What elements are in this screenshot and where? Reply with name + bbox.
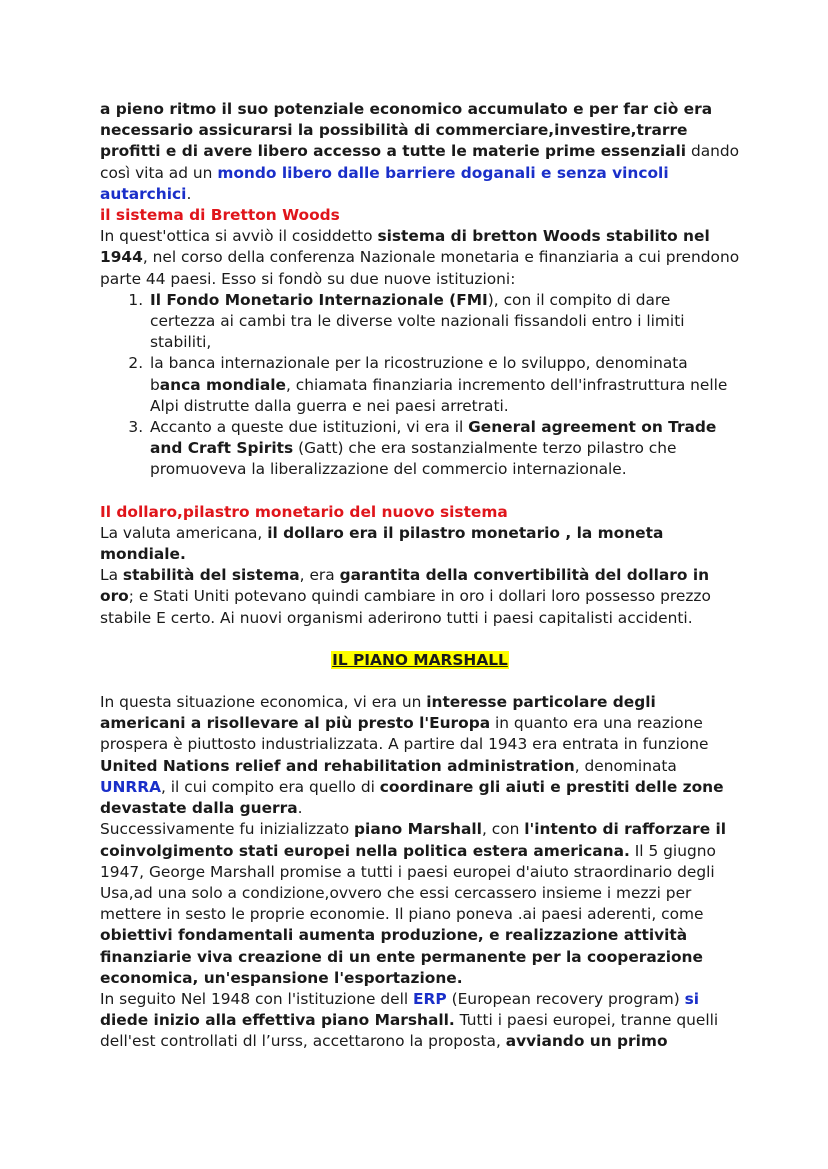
text-run: .: [186, 184, 192, 203]
text-run: In quest'ottica si avviò il cosiddetto: [100, 227, 378, 246]
text-run: coordinare gli aiuti e prestiti delle zone devastate dalla guerra: [100, 777, 724, 818]
text-run: In questa situazione economica, vi era un: [100, 693, 427, 712]
text-run: Successivamente fu inizializzato: [100, 820, 355, 839]
text-run: (European recovery program): [446, 989, 685, 1008]
list-item-fmi: [148, 290, 740, 354]
text-run: piano Marshall: [354, 820, 482, 839]
text-run: , chiamata finanziaria incremento dell'infrastruttura nelle Alpi distrutte dalla guerra e nei paesi arretrati.: [150, 375, 728, 415]
list-item-gatt: [148, 417, 740, 481]
text-run: interesse particolare degli americani a risollevare al più presto l'Europa: [100, 693, 656, 733]
text-run: in quanto era una reazione prospera è piuttosto industrializzata. A partire dal 1943 era entrata in funzione: [100, 714, 709, 754]
text-run: , era: [299, 566, 340, 585]
spacer: [100, 629, 740, 650]
list-item-banca-mondiale: [148, 353, 740, 417]
text-run: la banca internazionale per la ricostruzione e lo sviluppo, denominata b: [150, 354, 688, 394]
institutions-list: [100, 290, 740, 481]
text-run: il dollaro era il pilastro monetario , la moneta mondiale.: [100, 523, 664, 564]
text-run: UNRRA: [100, 777, 161, 796]
heading-bretton-woods: il sistema di Bretton Woods: [100, 206, 340, 225]
text-run: si: [684, 989, 700, 1008]
heading-piano-marshall-wrapper: [100, 650, 740, 671]
text-run: , il cui compito era quello di: [161, 777, 380, 796]
text-run: .: [297, 799, 303, 818]
text-run: Tutti i paesi europei, tranne quelli dell'est controllati dl l’urss, accettarono la proposta,: [100, 1011, 719, 1051]
paragraph-situazione: [100, 692, 740, 819]
text-run: , con: [481, 820, 525, 839]
text-run: In seguito Nel 1948 con l'istituzione dell: [100, 989, 414, 1008]
document-body: [100, 99, 740, 1053]
spacer: [100, 671, 740, 692]
text-run: General agreement on Trade and Craft Spirits: [150, 418, 717, 458]
text-run: Accanto a queste due istituzioni, vi era il: [150, 418, 469, 437]
text-run: diede inizio alla effettiva piano Marshall.: [100, 1011, 455, 1030]
text-run: stabilità del sistema: [122, 566, 300, 585]
text-run: , denominata: [574, 756, 677, 775]
paragraph-intro: [100, 99, 740, 205]
text-run: l'intento di rafforzare il coinvolgimento stati europei nella politica estera americana.: [100, 820, 727, 860]
paragraph-erp: [100, 989, 740, 1053]
text-run: Il 5 giugno 1947, George Marshall promise a tutti i paesi europei d'aiuto straordinario degli Usa,ad una solo a condizione,ovvero che essi cercassero insieme i mezzi per mettere in sesto le proprie economie. Il piano poneva .ai paesi aderenti, come: [100, 841, 716, 924]
text-run: La: [100, 566, 123, 585]
text-run: mondo libero dalle barriere doganali e senza vincoli autarchici: [100, 163, 669, 203]
text-run: a pieno ritmo il suo potenziale economico accumulato e per far ciò era necessario assicurarsi la possibilità di commerciare,investire,trarre profitti e di avere libero accesso a tutte le materie prime essenziali: [100, 100, 713, 161]
text-run: ; e Stati Uniti potevano quindi cambiare in oro i dollari loro possesso prezzo stabile E certo. Ai nuovi organismi aderirono tutti i paesi capitalisti accidenti.: [100, 587, 711, 627]
text-run: obiettivi fondamentali aumenta produzione, e realizzazione attività finanziarie viva creazione di un ente permanente per la cooperazione economica, un'espansione l'esportazione.: [100, 926, 703, 987]
text-run: Il Fondo Monetario Internazionale (FMI: [150, 290, 488, 309]
heading-dollaro: Il dollaro,pilastro monetario del nuovo sistema: [100, 502, 508, 521]
text-run: La valuta americana,: [100, 523, 268, 542]
spacer: [100, 481, 740, 502]
text-run: dando così vita ad un: [100, 142, 740, 182]
text-run: ERP: [413, 989, 447, 1008]
text-run: United Nations relief and rehabilitation administration: [100, 756, 575, 775]
paragraph-valuta: [100, 523, 740, 565]
paragraph-marshall: [100, 819, 740, 989]
paragraph-stabilita: [100, 565, 740, 629]
text-run: garantita della convertibilità del dollaro in oro: [100, 566, 710, 606]
text-run: anca mondiale: [159, 375, 286, 394]
heading-piano-marshall: IL PIANO MARSHALL: [332, 650, 508, 669]
text-run: avviando un primo: [505, 1032, 668, 1051]
text-run: ), con il compito di dare certezza ai cambi tra le diverse volte nazionali fissandoli entro i limiti stabiliti,: [150, 290, 685, 352]
text-run: , nel corso della conferenza Nazionale monetaria e finanziaria a cui prendono parte 44 paesi. Esso si fondò su due nuove istituzioni:: [100, 248, 740, 288]
paragraph-bretton-woods: [100, 226, 740, 290]
text-run: sistema di bretton Woods stabilito nel 1944: [100, 227, 710, 267]
text-run: (Gatt) che era sostanzialmente terzo pilastro che promuoveva la liberalizzazione del commercio internazionale.: [150, 439, 677, 479]
